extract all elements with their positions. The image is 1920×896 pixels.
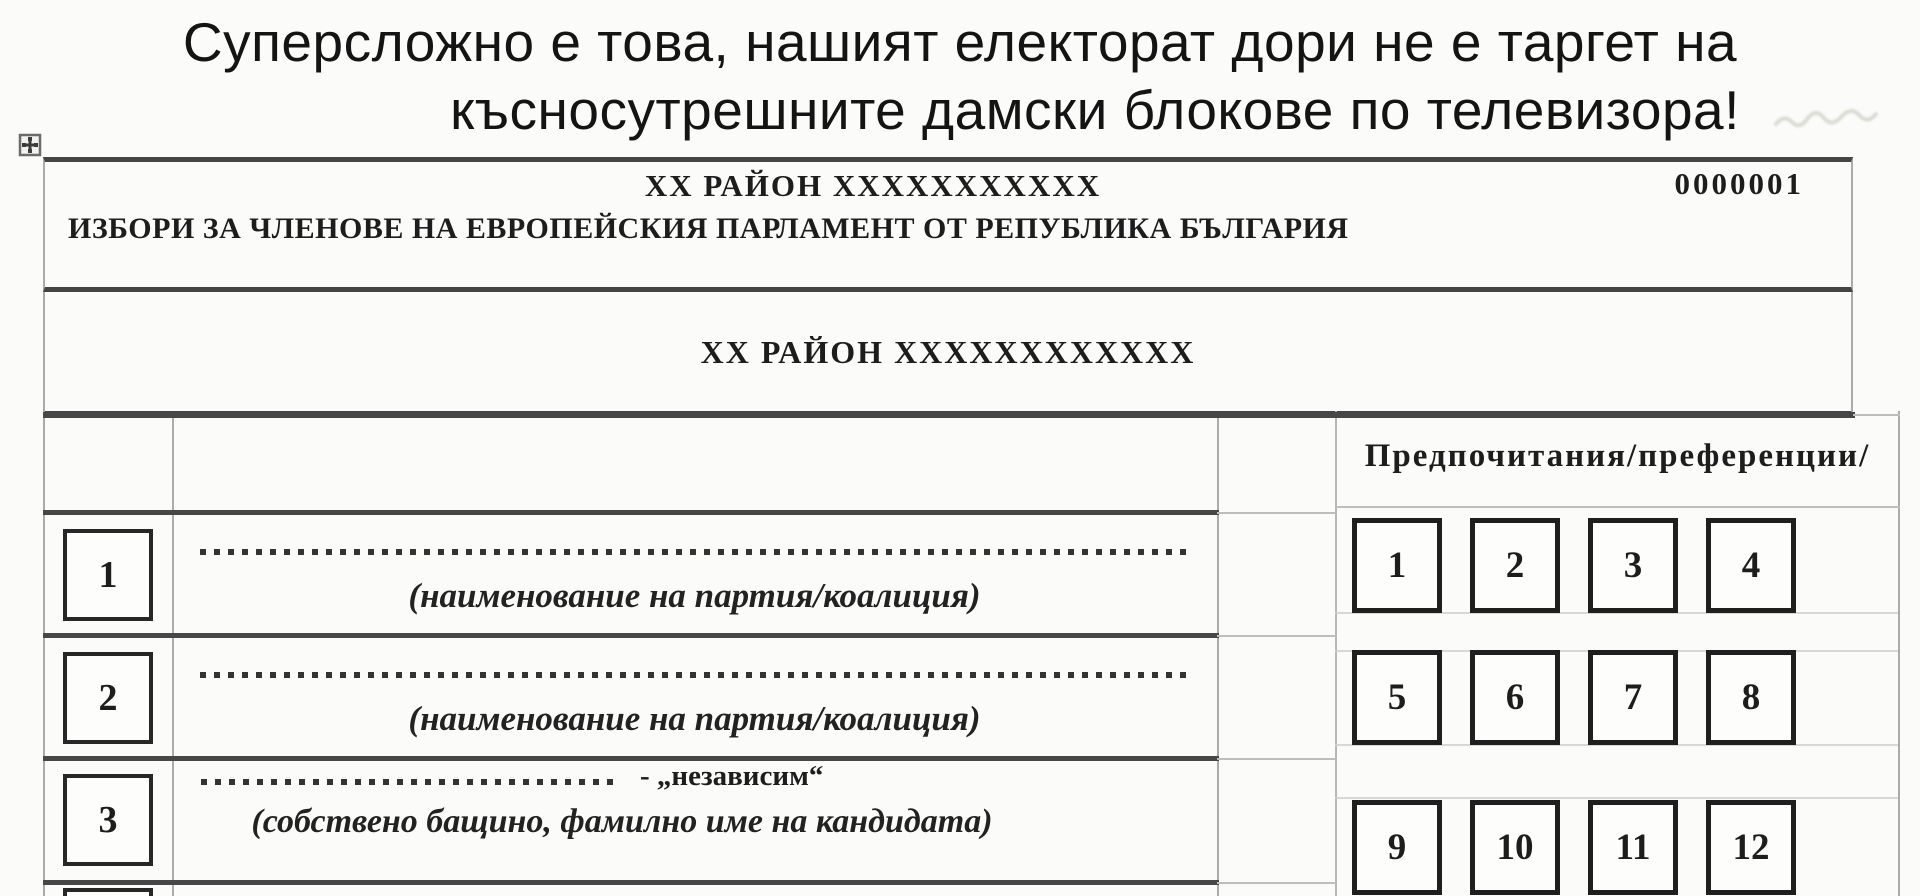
preference-number: 4 — [1741, 545, 1761, 586]
table-border — [43, 756, 1219, 761]
dotted-line — [200, 549, 1190, 555]
dotted-line — [201, 779, 621, 785]
candidate-number-box — [63, 774, 153, 866]
district-box-text: ХХ РАЙОН ХХХХХХХХХХХХ — [700, 334, 1196, 370]
preference-box — [1352, 518, 1442, 613]
table-border — [1898, 411, 1900, 896]
candidate-number: 1 — [98, 554, 118, 596]
ballot-serial-number: 0000001 — [1674, 166, 1804, 201]
candidate-number-box — [63, 652, 153, 744]
row-caption: (наименование на партия/коалиция) — [408, 576, 981, 615]
candidate-number: 3 — [98, 799, 118, 841]
independent-label: - „независим“ — [640, 760, 824, 792]
preference-box — [1352, 800, 1442, 895]
preference-number: 1 — [1387, 545, 1407, 586]
candidate-number-box-partial — [63, 888, 153, 896]
preference-number: 11 — [1615, 827, 1651, 868]
preference-number: 3 — [1623, 545, 1643, 586]
preference-number: 8 — [1741, 677, 1761, 718]
preferences-title: Предпочитания/преференции/ — [1364, 438, 1871, 474]
table-border — [43, 633, 1219, 638]
preference-box — [1470, 650, 1560, 745]
table-border — [1217, 635, 1337, 637]
preference-number: 7 — [1623, 677, 1643, 718]
preference-number: 9 — [1387, 827, 1407, 868]
table-border — [43, 880, 1219, 885]
table-border — [1335, 797, 1898, 799]
election-title: ИЗБОРИ ЗА ЧЛЕНОВЕ НА ЕВРОПЕЙСКИЯ ПАРЛАМЕНТ ОТ РЕПУБЛИКА БЪЛГАРИЯ — [68, 212, 1349, 245]
table-border — [43, 417, 45, 896]
preference-box — [1706, 800, 1796, 895]
row-caption: (наименование на партия/коалиция) — [408, 699, 981, 738]
table-border — [1217, 417, 1219, 896]
row-caption: (собствено бащино, фамилно име на кандидата) — [251, 803, 993, 840]
candidate-number-box — [63, 529, 153, 621]
table-border — [1853, 414, 1900, 416]
table-border — [43, 510, 1219, 515]
meme-caption-line-1: Суперсложно е това, нашият електорат дори не е таргет на — [182, 11, 1738, 73]
table-border — [1217, 512, 1337, 514]
preference-number: 6 — [1505, 677, 1525, 718]
preference-box — [1352, 650, 1442, 745]
preference-number: 12 — [1732, 827, 1770, 868]
preference-box — [1706, 650, 1796, 745]
dotted-line — [200, 672, 1190, 678]
preference-number: 10 — [1496, 827, 1534, 868]
preference-box — [1588, 800, 1678, 895]
preference-box — [1470, 800, 1560, 895]
table-move-handle-icon[interactable] — [18, 133, 42, 157]
preference-box — [1588, 518, 1678, 613]
table-border — [1217, 882, 1337, 884]
preference-number: 2 — [1505, 545, 1525, 586]
meme-caption-line-2: късносутрешните дамски блокове по телевизора! — [450, 79, 1740, 141]
watermark-scribble — [1772, 96, 1892, 136]
preference-number: 5 — [1387, 677, 1407, 718]
table-border — [1217, 758, 1337, 760]
table-border — [1335, 411, 1337, 896]
preference-box — [1706, 518, 1796, 613]
preference-box — [1470, 518, 1560, 613]
preference-box — [1588, 650, 1678, 745]
table-border — [43, 412, 1855, 418]
district-header-line: ХХ РАЙОН ХХХХХХХХХХХ — [644, 168, 1102, 203]
table-border — [1335, 506, 1900, 508]
candidate-number: 2 — [98, 677, 118, 719]
